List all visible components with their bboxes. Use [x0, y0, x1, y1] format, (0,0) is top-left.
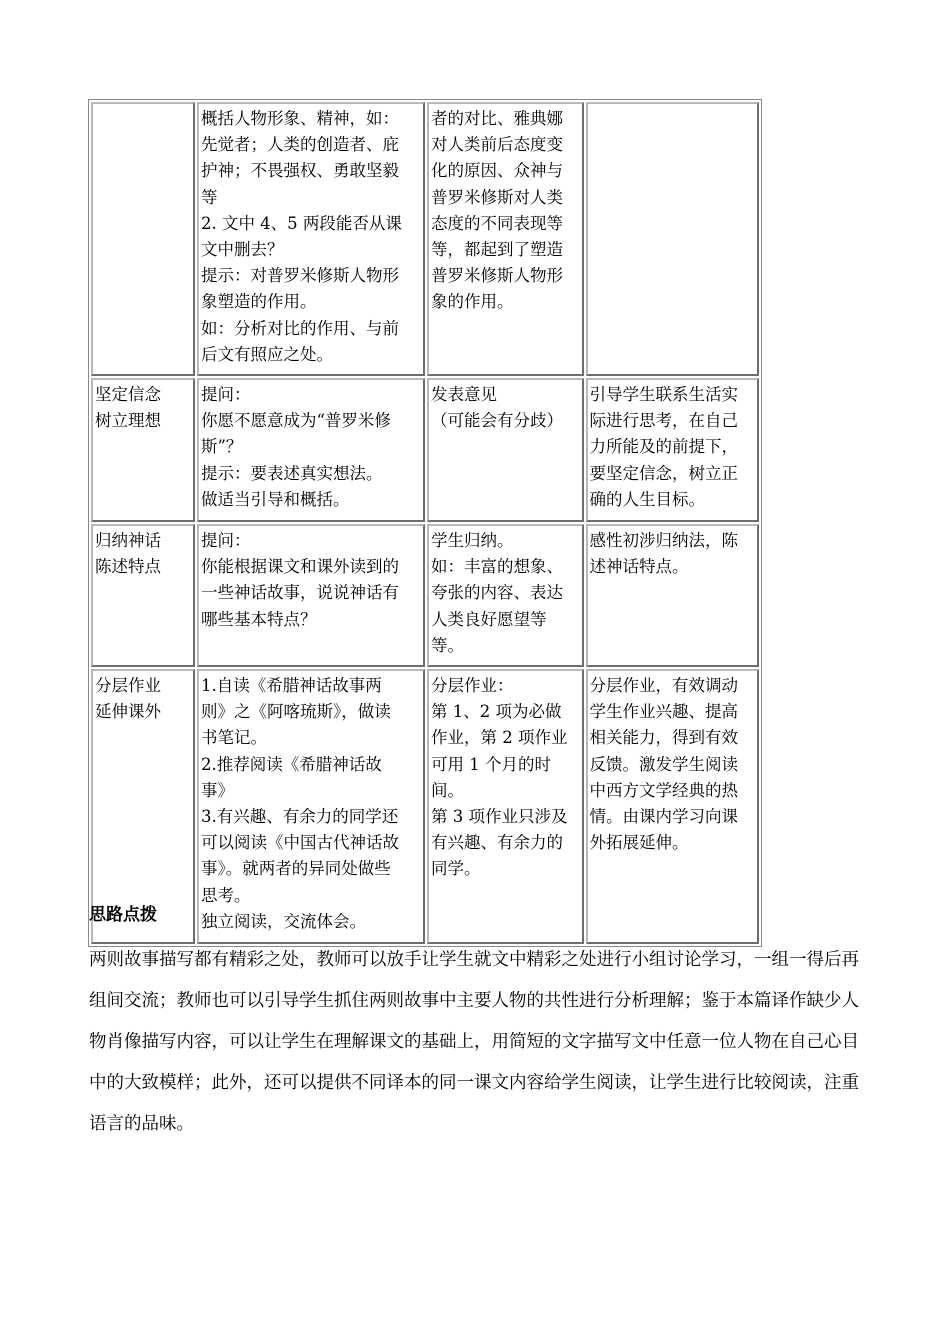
- cell-line: 普罗米修斯人物形: [431, 266, 564, 286]
- cell-line: 学生归纳。: [431, 531, 514, 550]
- table-cell-design-intent: [586, 378, 760, 522]
- table-cell-design-intent: [586, 524, 760, 667]
- table-cell-student-activity: [427, 102, 583, 376]
- table-cell-student-activity: [427, 524, 583, 667]
- cell-line: 等，都起到了塑造: [431, 240, 564, 260]
- table-cell-stage: [91, 102, 195, 376]
- cell-line: 概括人物形象、精神，如：: [200, 109, 399, 128]
- cell-line: 等: [200, 187, 218, 207]
- cell-line: 同学。: [431, 859, 481, 879]
- cell-line: 作业，第 2 项作业: [431, 728, 568, 748]
- table-cell-teacher-activity: [197, 102, 425, 376]
- cell-line: 力所能及的前提下，: [589, 437, 738, 457]
- cell-line: 分层作业，有效调动: [589, 676, 738, 695]
- cell-line: 3.有兴趣、有余力的同学还: [200, 807, 399, 827]
- table-cell-design-intent: [586, 102, 760, 376]
- table-cell-teacher-activity: [197, 669, 425, 944]
- cell-line: 述神话特点。: [589, 557, 689, 577]
- table-cell-design-intent: [586, 669, 760, 944]
- cell-line: 象塑造的作用。: [200, 292, 317, 312]
- cell-line: 对人类前后态度变: [431, 135, 564, 155]
- table-row: [91, 524, 759, 667]
- cell-line: 学生作业兴趣、提高: [589, 702, 738, 722]
- lesson-plan-table: [88, 99, 762, 947]
- cell-line: 提示：对普罗米修斯人物形: [200, 266, 399, 286]
- cell-line: 外拓展延伸。: [589, 833, 689, 853]
- section-paragraph: 两则故事描写都有精彩之处，教师可以放手让学生就文中精彩之处进行小组讨论学习，一组一得后再组间交流；教师也可以引导学生抓住两则故事中主要人物的共性进行分析理解；鉴于本篇译作缺少人物肖像描写内容，可以让学生在理解课文的基础上，用简短的文字描写文中任意一位人物在自己心目中的大致模样；此外，还可以提供不同译本的同一课文内容给学生阅读，让学生进行比较阅读，注重语言的品味。: [89, 950, 859, 1134]
- cell-line: 发表意见: [431, 385, 498, 404]
- cell-line: 2.推荐阅读《希腊神话故: [200, 754, 382, 774]
- cell-line: （可能会有分歧）: [431, 411, 564, 431]
- cell-line: 思考。: [200, 885, 251, 905]
- cell-line: 化的原因、众神与: [431, 161, 564, 181]
- cell-line: 后文有照应之处。: [200, 344, 333, 364]
- cell-line: 树立理想: [95, 411, 161, 431]
- cell-line: 事》: [200, 780, 234, 800]
- cell-line: 提示：要表述真实想法。: [200, 463, 383, 483]
- table-row: [91, 102, 759, 376]
- cell-line: 中西方文学经典的热: [589, 780, 738, 800]
- cell-line: 你能根据课文和课外读到的: [200, 557, 399, 577]
- cell-line: 反馈。激发学生阅读: [589, 754, 738, 774]
- cell-line: 则》之《阿喀琉斯》，做读: [200, 702, 391, 722]
- cell-line: 感性初涉归纳法，陈: [589, 531, 738, 550]
- table-cell-teacher-activity: [197, 378, 425, 522]
- cell-line: 如：分析对比的作用、与前: [200, 318, 399, 338]
- cell-line: 分层作业: [95, 676, 161, 695]
- cell-line: 第 1、2 项为必做: [431, 702, 562, 722]
- cell-line: 如：丰富的想象、: [431, 557, 564, 577]
- cell-line: 可用 1 个月的时: [431, 754, 552, 774]
- cell-line: 普罗米修斯对人类: [431, 187, 564, 207]
- table-cell-stage: [91, 524, 195, 667]
- cell-line: 相关能力，得到有效: [589, 728, 738, 748]
- cell-line: 引导学生联系生活实: [589, 385, 738, 404]
- cell-line: 文中删去？: [200, 240, 284, 260]
- table-cell-stage: [91, 378, 195, 522]
- cell-line: 夸张的内容、表达: [431, 583, 564, 603]
- cell-line: 要坚定信念，树立正: [589, 463, 738, 483]
- table-row: [91, 669, 759, 944]
- table-cell-teacher-activity: [197, 524, 425, 667]
- cell-line: 护神；不畏强权、勇敢坚毅: [200, 161, 399, 181]
- cell-line: 分层作业：: [431, 676, 514, 695]
- cell-line: 提问：: [200, 385, 251, 404]
- cell-line: 一些神话故事，说说神话有: [200, 583, 399, 603]
- cell-line: 1.自读《希腊神话故事两: [200, 676, 382, 695]
- table-cell-student-activity: [427, 378, 583, 522]
- cell-line: 提问：: [200, 531, 251, 550]
- cell-line: 2. 文中 4、5 两段能否从课: [200, 213, 402, 233]
- cell-line: 可以阅读《中国古代神话故: [200, 833, 399, 853]
- table-body: [91, 102, 759, 944]
- cell-line: 间。: [431, 780, 465, 800]
- cell-line: 先觉者；人类的创造者、庇: [200, 135, 399, 155]
- cell-line: 等。: [431, 635, 465, 655]
- section-heading: 思路点拨: [89, 905, 157, 925]
- cell-line: 第 3 项作业只涉及: [431, 807, 568, 827]
- cell-line: 情。由课内学习向课: [589, 807, 738, 827]
- cell-line: 独立阅读，交流体会。: [200, 911, 366, 931]
- cell-line: 做适当引导和概括。: [200, 489, 350, 509]
- cell-line: 确的人生目标。: [589, 489, 705, 509]
- cell-line: 事》。就两者的异同处做些: [200, 859, 391, 879]
- cell-line: 态度的不同表现等: [431, 213, 564, 233]
- cell-line: 你愿不愿意成为“普罗米修: [200, 411, 391, 431]
- cell-line: 归纳神话: [95, 531, 161, 550]
- cell-line: 陈述特点: [95, 557, 161, 577]
- table-row: [91, 378, 759, 522]
- cell-line: 际进行思考，在自己: [589, 411, 738, 431]
- cell-line: 坚定信念: [95, 385, 161, 404]
- cell-line: 哪些基本特点？: [200, 609, 317, 629]
- cell-line: 延伸课外: [95, 702, 161, 722]
- cell-line: 有兴趣、有余力的: [431, 833, 564, 853]
- cell-line: 斯”？: [200, 437, 243, 457]
- cell-line: 象的作用。: [431, 292, 514, 312]
- cell-line: 人类良好愿望等: [431, 609, 547, 629]
- cell-line: 书笔记。: [200, 728, 267, 748]
- cell-line: 者的对比、雅典娜: [431, 109, 564, 128]
- table-cell-student-activity: [427, 669, 583, 944]
